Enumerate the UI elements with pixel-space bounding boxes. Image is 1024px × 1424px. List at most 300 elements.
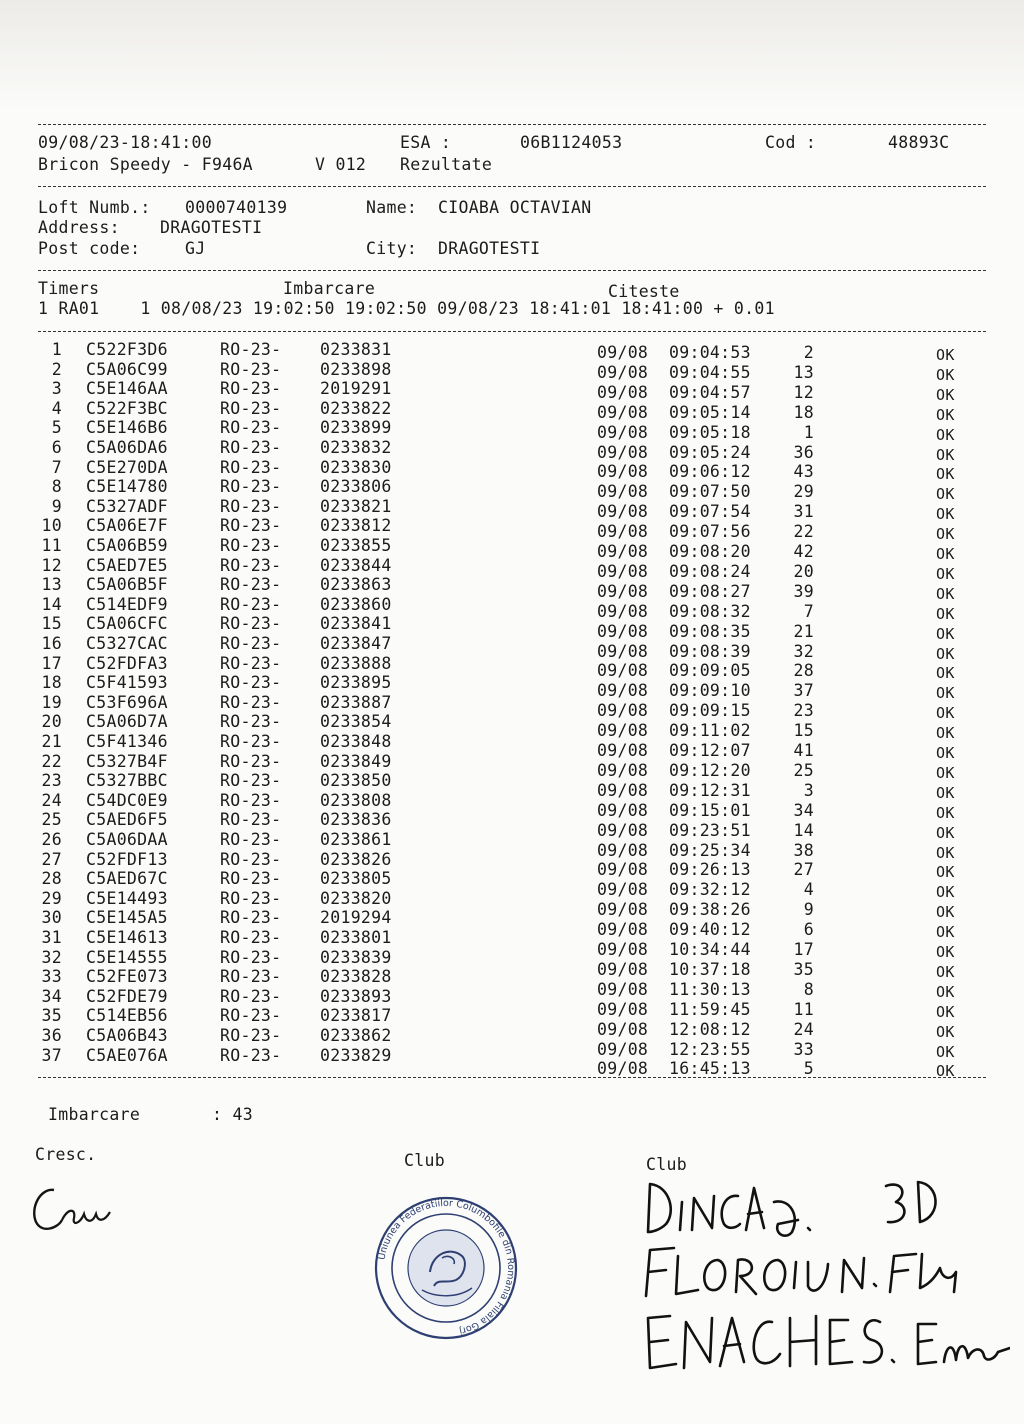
row-number: 35 xyxy=(41,1006,62,1026)
ring-prefix: RO-23- xyxy=(220,790,282,810)
arrival-time: 11:30:13 xyxy=(669,979,751,999)
arrival-time: 09:12:31 xyxy=(669,780,751,800)
page-top-shadow xyxy=(0,0,1024,110)
arrival-time: 12:08:12 xyxy=(669,1019,751,1039)
row-number: 16 xyxy=(41,634,62,653)
arrival-time: 09:04:55 xyxy=(669,362,751,382)
status-badge: OK xyxy=(936,843,955,862)
sequence-number: 6 xyxy=(803,920,814,940)
arrival-date: 09/08 xyxy=(597,999,649,1019)
sequence-number: 17 xyxy=(793,940,814,959)
arrival-date: 09/08 xyxy=(597,462,649,482)
chip-id: C5E14555 xyxy=(86,947,168,967)
sequence-number: 4 xyxy=(803,880,814,900)
arrival-time: 09:06:12 xyxy=(669,462,751,482)
arrival-time: 09:08:20 xyxy=(669,542,751,561)
cresc-label: Cresc. xyxy=(35,1145,97,1164)
status-badge: OK xyxy=(936,604,955,623)
ring-number: 0233831 xyxy=(320,340,392,359)
ring-number: 0233839 xyxy=(320,947,392,967)
chip-id: C5A06C99 xyxy=(86,359,168,379)
loft-number: 0000740139 xyxy=(185,198,288,217)
arrival-time: 09:09:10 xyxy=(669,681,751,701)
row-number: 23 xyxy=(41,771,62,791)
arrival-date: 09/08 xyxy=(597,641,649,661)
chip-id: C5A06CFC xyxy=(86,614,168,634)
row-number: 3 xyxy=(51,379,62,399)
arrival-time: 09:25:34 xyxy=(669,840,751,860)
sequence-number: 35 xyxy=(793,959,814,979)
sequence-number: 42 xyxy=(793,542,814,561)
arrival-time: 09:04:57 xyxy=(669,382,751,402)
arrival-time: 09:09:05 xyxy=(669,661,751,681)
arrival-time: 09:05:14 xyxy=(669,402,751,422)
ring-prefix: RO-23- xyxy=(220,810,282,830)
ring-prefix: RO-23- xyxy=(220,496,282,516)
chip-id: C5A06DA6 xyxy=(86,438,168,457)
arrival-date: 09/08 xyxy=(597,681,649,701)
row-number: 29 xyxy=(41,888,62,908)
ring-prefix: RO-23- xyxy=(220,928,282,947)
arrival-time: 10:34:44 xyxy=(669,940,751,959)
chip-id: C5327CAC xyxy=(86,634,168,653)
club-label-2: Club xyxy=(646,1155,687,1174)
ring-prefix: RO-23- xyxy=(220,653,282,673)
arrival-time: 09:38:26 xyxy=(669,900,751,920)
chip-id: C5AED6F5 xyxy=(86,810,168,830)
ring-prefix: RO-23- xyxy=(220,614,282,634)
ring-number: 0233860 xyxy=(320,594,392,614)
ring-number: 0233854 xyxy=(320,712,392,732)
row-number: 15 xyxy=(41,614,62,634)
sequence-number: 3 xyxy=(803,780,814,800)
ring-prefix: RO-23- xyxy=(220,340,282,359)
chip-id: C53F696A xyxy=(86,692,168,712)
chip-id: C52FDF13 xyxy=(86,849,168,869)
arrival-date: 09/08 xyxy=(597,1039,649,1059)
ring-prefix: RO-23- xyxy=(220,692,282,712)
report-type: Rezultate xyxy=(400,155,493,174)
status-badge: OK xyxy=(936,1062,955,1081)
row-number: 5 xyxy=(51,418,62,438)
row-number: 14 xyxy=(41,594,62,614)
arrival-date: 09/08 xyxy=(597,900,649,920)
status-badge: OK xyxy=(936,704,955,723)
row-number: 13 xyxy=(41,575,62,595)
ring-number: 0233861 xyxy=(320,830,392,849)
ring-prefix: RO-23- xyxy=(220,967,282,987)
chip-id: C514EDF9 xyxy=(86,594,168,614)
chip-id: C52FDE79 xyxy=(86,986,168,1006)
sequence-number: 31 xyxy=(793,502,814,522)
row-number: 34 xyxy=(41,986,62,1006)
ring-number: 0233887 xyxy=(320,692,392,712)
imbarcare-total-label: Imbarcare xyxy=(48,1105,141,1124)
sequence-number: 43 xyxy=(793,462,814,482)
status-badge: OK xyxy=(936,564,955,583)
row-number: 32 xyxy=(41,947,62,967)
arrival-date: 09/08 xyxy=(597,502,649,522)
divider xyxy=(38,124,986,125)
status-badge: OK xyxy=(936,465,955,484)
chip-id: C5E14493 xyxy=(86,888,168,908)
arrival-date: 09/08 xyxy=(597,601,649,621)
ring-prefix: RO-23- xyxy=(220,457,282,477)
chip-id: C514EB56 xyxy=(86,1006,168,1026)
arrival-time: 09:12:07 xyxy=(669,741,751,760)
row-number: 37 xyxy=(41,1045,62,1065)
sequence-number: 1 xyxy=(803,422,814,442)
status-badge: OK xyxy=(936,982,955,1001)
sequence-number: 13 xyxy=(793,362,814,382)
row-number: 2 xyxy=(51,359,62,379)
sequence-number: 11 xyxy=(793,999,814,1019)
divider xyxy=(38,186,986,187)
ring-number: 0233829 xyxy=(320,1045,392,1065)
arrival-time: 09:23:51 xyxy=(669,820,751,840)
arrival-date: 09/08 xyxy=(597,561,649,581)
chip-id: C5E146B6 xyxy=(86,418,168,438)
status-badge: OK xyxy=(936,684,955,703)
city-label: City: xyxy=(366,239,418,258)
owner-name: CIOABA OCTAVIAN xyxy=(438,198,592,217)
sequence-number: 7 xyxy=(803,601,814,621)
sequence-number: 29 xyxy=(793,482,814,502)
chip-id: C5E14613 xyxy=(86,928,168,947)
ring-prefix: RO-23- xyxy=(220,751,282,771)
row-number: 22 xyxy=(41,751,62,771)
ring-prefix: RO-23- xyxy=(220,438,282,457)
ring-prefix: RO-23- xyxy=(220,673,282,693)
row-number: 26 xyxy=(41,830,62,849)
arrival-date: 09/08 xyxy=(597,661,649,681)
ring-prefix: RO-23- xyxy=(220,888,282,908)
ring-prefix: RO-23- xyxy=(220,732,282,751)
ring-number: 0233805 xyxy=(320,869,392,889)
post-code-value: GJ xyxy=(185,239,206,258)
arrival-date: 09/08 xyxy=(597,422,649,442)
ring-number: 0233841 xyxy=(320,614,392,634)
arrival-time: 09:07:54 xyxy=(669,502,751,522)
address-value: DRAGOTESTI xyxy=(160,218,263,237)
arrival-time: 16:45:13 xyxy=(669,1059,751,1079)
timer-line: 1 RA01 1 08/08/23 19:02:50 19:02:50 09/08/23 18:41:01 18:41:00 + 0.01 xyxy=(38,299,775,318)
row-number: 8 xyxy=(51,477,62,497)
row-number: 25 xyxy=(41,810,62,830)
row-number: 11 xyxy=(41,536,62,555)
ring-prefix: RO-23- xyxy=(220,555,282,575)
sequence-number: 23 xyxy=(793,701,814,721)
arrival-time: 09:07:56 xyxy=(669,522,751,542)
arrival-time: 09:15:01 xyxy=(669,800,751,820)
chip-id: C5A06D7A xyxy=(86,712,168,732)
status-badge: OK xyxy=(936,505,955,524)
ring-number: 0233888 xyxy=(320,653,392,673)
ring-number: 0233821 xyxy=(320,496,392,516)
arrival-date: 09/08 xyxy=(597,780,649,800)
ring-number: 0233844 xyxy=(320,555,392,575)
chip-id: C54DC0E9 xyxy=(86,790,168,810)
arrival-date: 09/08 xyxy=(597,820,649,840)
ring-number: 0233847 xyxy=(320,634,392,653)
status-badge: OK xyxy=(936,545,955,563)
arrival-time: 09:08:27 xyxy=(669,581,751,601)
status-badge: OK xyxy=(936,883,955,902)
device-version: V 012 xyxy=(315,155,367,174)
status-badge: OK xyxy=(936,943,955,961)
divider xyxy=(38,270,986,271)
sequence-number: 20 xyxy=(793,561,814,581)
arrival-time: 09:05:18 xyxy=(669,422,751,442)
ring-prefix: RO-23- xyxy=(220,869,282,889)
arrival-time: 09:26:13 xyxy=(669,860,751,880)
arrival-time: 09:11:02 xyxy=(669,721,751,741)
arrival-date: 09/08 xyxy=(597,800,649,820)
arrival-date: 09/08 xyxy=(597,701,649,721)
row-number: 28 xyxy=(41,869,62,889)
ring-prefix: RO-23- xyxy=(220,1026,282,1045)
arrival-date: 09/08 xyxy=(597,621,649,641)
sequence-number: 36 xyxy=(793,442,814,462)
row-number: 6 xyxy=(51,438,62,457)
chip-id: C5E145A5 xyxy=(86,908,168,928)
chip-id: C5F41346 xyxy=(86,732,168,751)
chip-id: C5A06DAA xyxy=(86,830,168,849)
club-label-1: Club xyxy=(404,1151,445,1170)
arrival-date: 09/08 xyxy=(597,1019,649,1039)
row-number: 4 xyxy=(51,398,62,418)
chip-id: C5E270DA xyxy=(86,457,168,477)
arrival-time: 09:07:50 xyxy=(669,482,751,502)
ring-prefix: RO-23- xyxy=(220,1006,282,1026)
ring-number: 0233863 xyxy=(320,575,392,595)
chip-id: C5AED7E5 xyxy=(86,555,168,575)
status-badge: OK xyxy=(936,365,955,384)
sequence-number: 12 xyxy=(793,382,814,402)
report-datetime: 09/08/23-18:41:00 xyxy=(38,133,212,152)
ring-prefix: RO-23- xyxy=(220,477,282,497)
chip-id: C5F41593 xyxy=(86,673,168,693)
sequence-number: 14 xyxy=(793,820,814,840)
row-number: 19 xyxy=(41,692,62,712)
arrival-date: 09/08 xyxy=(597,402,649,422)
sequence-number: 15 xyxy=(793,721,814,741)
name-label: Name: xyxy=(366,198,418,217)
sequence-number: 5 xyxy=(803,1059,814,1079)
ring-prefix: RO-23- xyxy=(220,634,282,653)
ring-number: 0233836 xyxy=(320,810,392,830)
row-number: 30 xyxy=(41,908,62,928)
status-badge: OK xyxy=(936,962,955,981)
arrival-date: 09/08 xyxy=(597,979,649,999)
status-badge: OK xyxy=(936,863,955,882)
divider xyxy=(38,1077,986,1078)
imbarcare-column-label: Imbarcare xyxy=(283,279,376,298)
arrival-date: 09/08 xyxy=(597,840,649,860)
sequence-number: 33 xyxy=(793,1039,814,1059)
arrival-time: 09:40:12 xyxy=(669,920,751,940)
chip-id: C5A06B59 xyxy=(86,536,168,555)
ring-number: 0233850 xyxy=(320,771,392,791)
row-number: 33 xyxy=(41,967,62,987)
cod-label: Cod : xyxy=(765,133,817,152)
row-number: 18 xyxy=(41,673,62,693)
ring-number: 0233898 xyxy=(320,359,392,379)
chip-id: C5327B4F xyxy=(86,751,168,771)
row-number: 9 xyxy=(51,496,62,516)
arrival-time: 09:04:53 xyxy=(669,343,751,362)
arrival-date: 09/08 xyxy=(597,880,649,900)
arrival-date: 09/08 xyxy=(597,482,649,502)
ring-number: 0233822 xyxy=(320,398,392,418)
status-badge: OK xyxy=(936,724,955,743)
club-stamp xyxy=(372,1194,520,1342)
row-number: 20 xyxy=(41,712,62,732)
ring-number: 0233849 xyxy=(320,751,392,771)
arrival-time: 11:59:45 xyxy=(669,999,751,1019)
chip-id: C5327ADF xyxy=(86,496,168,516)
status-badge: OK xyxy=(936,425,955,444)
chip-id: C52FE073 xyxy=(86,967,168,987)
chip-id: C522F3D6 xyxy=(86,340,168,359)
status-badge: OK xyxy=(936,405,955,424)
arrival-date: 09/08 xyxy=(597,343,649,362)
status-badge: OK xyxy=(936,763,955,782)
ring-prefix: RO-23- xyxy=(220,418,282,438)
arrival-date: 09/08 xyxy=(597,860,649,880)
sequence-number: 41 xyxy=(793,741,814,760)
esa-label: ESA : xyxy=(400,133,452,152)
row-number: 27 xyxy=(41,849,62,869)
ring-number: 0233862 xyxy=(320,1026,392,1045)
ring-number: 0233893 xyxy=(320,986,392,1006)
row-number: 36 xyxy=(41,1026,62,1045)
chip-id: C5AED67C xyxy=(86,869,168,889)
status-badge: OK xyxy=(936,783,955,802)
status-badge: OK xyxy=(936,744,955,762)
status-badge: OK xyxy=(936,1002,955,1021)
arrival-time: 10:37:18 xyxy=(669,959,751,979)
arrival-time: 09:08:35 xyxy=(669,621,751,641)
ring-number: 0233895 xyxy=(320,673,392,693)
ring-number: 0233812 xyxy=(320,516,392,536)
status-badge: OK xyxy=(936,624,955,643)
arrival-time: 09:32:12 xyxy=(669,880,751,900)
sequence-number: 39 xyxy=(793,581,814,601)
arrival-time: 09:12:20 xyxy=(669,760,751,780)
status-badge: OK xyxy=(936,923,955,942)
row-number: 17 xyxy=(41,653,62,673)
status-badge: OK xyxy=(936,485,955,504)
status-badge: OK xyxy=(936,803,955,822)
status-badge: OK xyxy=(936,644,955,663)
stamp-text: Uniunea Federatiilor Columbofile din Romania Filiala Gorj xyxy=(376,1197,517,1337)
esa-value: 06B1124053 xyxy=(520,133,623,152)
ring-prefix: RO-23- xyxy=(220,359,282,379)
arrival-date: 09/08 xyxy=(597,760,649,780)
ring-prefix: RO-23- xyxy=(220,1045,282,1065)
sequence-number: 2 xyxy=(803,343,814,362)
arrival-time: 09:09:15 xyxy=(669,701,751,721)
ring-prefix: RO-23- xyxy=(220,379,282,399)
ring-number: 0233806 xyxy=(320,477,392,497)
sequence-number: 21 xyxy=(793,621,814,641)
timers-label: Timers xyxy=(38,279,100,298)
device-name: Bricon Speedy - F946A xyxy=(38,155,253,174)
chip-id: C5E14780 xyxy=(86,477,168,497)
arrival-date: 09/08 xyxy=(597,442,649,462)
city-value: DRAGOTESTI xyxy=(438,239,541,258)
sequence-number: 24 xyxy=(793,1019,814,1039)
loft-label: Loft Numb.: xyxy=(38,198,151,217)
ring-number: 0233820 xyxy=(320,888,392,908)
ring-prefix: RO-23- xyxy=(220,849,282,869)
row-number: 10 xyxy=(41,516,62,536)
arrival-date: 09/08 xyxy=(597,522,649,542)
sequence-number: 25 xyxy=(793,760,814,780)
arrival-date: 09/08 xyxy=(597,940,649,959)
row-number: 24 xyxy=(41,790,62,810)
arrival-time: 12:23:55 xyxy=(669,1039,751,1059)
ring-number: 0233832 xyxy=(320,438,392,457)
status-badge: OK xyxy=(936,1042,955,1061)
ring-number: 0233817 xyxy=(320,1006,392,1026)
sequence-number: 34 xyxy=(793,800,814,820)
sequence-number: 37 xyxy=(793,681,814,701)
ring-number: 0233855 xyxy=(320,536,392,555)
chip-id: C5AE076A xyxy=(86,1045,168,1065)
ring-prefix: RO-23- xyxy=(220,712,282,732)
address-label: Address: xyxy=(38,218,120,237)
arrival-date: 09/08 xyxy=(597,382,649,402)
chip-id: C5A06E7F xyxy=(86,516,168,536)
sequence-number: 27 xyxy=(793,860,814,880)
status-badge: OK xyxy=(936,385,955,404)
row-number: 21 xyxy=(41,732,62,751)
arrival-date: 09/08 xyxy=(597,1059,649,1079)
status-badge: OK xyxy=(936,346,955,364)
status-badge: OK xyxy=(936,445,955,464)
ring-number: 2019294 xyxy=(320,908,392,928)
arrival-date: 09/08 xyxy=(597,920,649,940)
arrival-date: 09/08 xyxy=(597,581,649,601)
status-badge: OK xyxy=(936,525,955,544)
ring-number: 0233808 xyxy=(320,790,392,810)
ring-prefix: RO-23- xyxy=(220,986,282,1006)
chip-id: C5327BBC xyxy=(86,771,168,791)
chip-id: C5A06B5F xyxy=(86,575,168,595)
ring-number: 0233826 xyxy=(320,849,392,869)
arrival-time: 09:08:39 xyxy=(669,641,751,661)
ring-prefix: RO-23- xyxy=(220,398,282,418)
imbarcare-total-value: : 43 xyxy=(212,1105,253,1124)
sequence-number: 32 xyxy=(793,641,814,661)
arrival-time: 09:08:32 xyxy=(669,601,751,621)
arrival-date: 09/08 xyxy=(597,959,649,979)
citeste-column-label: Citeste xyxy=(608,282,680,301)
ring-prefix: RO-23- xyxy=(220,536,282,555)
ring-prefix: RO-23- xyxy=(220,594,282,614)
arrival-date: 09/08 xyxy=(597,741,649,760)
row-number: 1 xyxy=(51,340,62,359)
arrival-time: 09:08:24 xyxy=(669,561,751,581)
sequence-number: 38 xyxy=(793,840,814,860)
chip-id: C5A06B43 xyxy=(86,1026,168,1045)
chip-id: C522F3BC xyxy=(86,398,168,418)
status-badge: OK xyxy=(936,664,955,683)
post-code-label: Post code: xyxy=(38,239,141,258)
sequence-number: 8 xyxy=(803,979,814,999)
